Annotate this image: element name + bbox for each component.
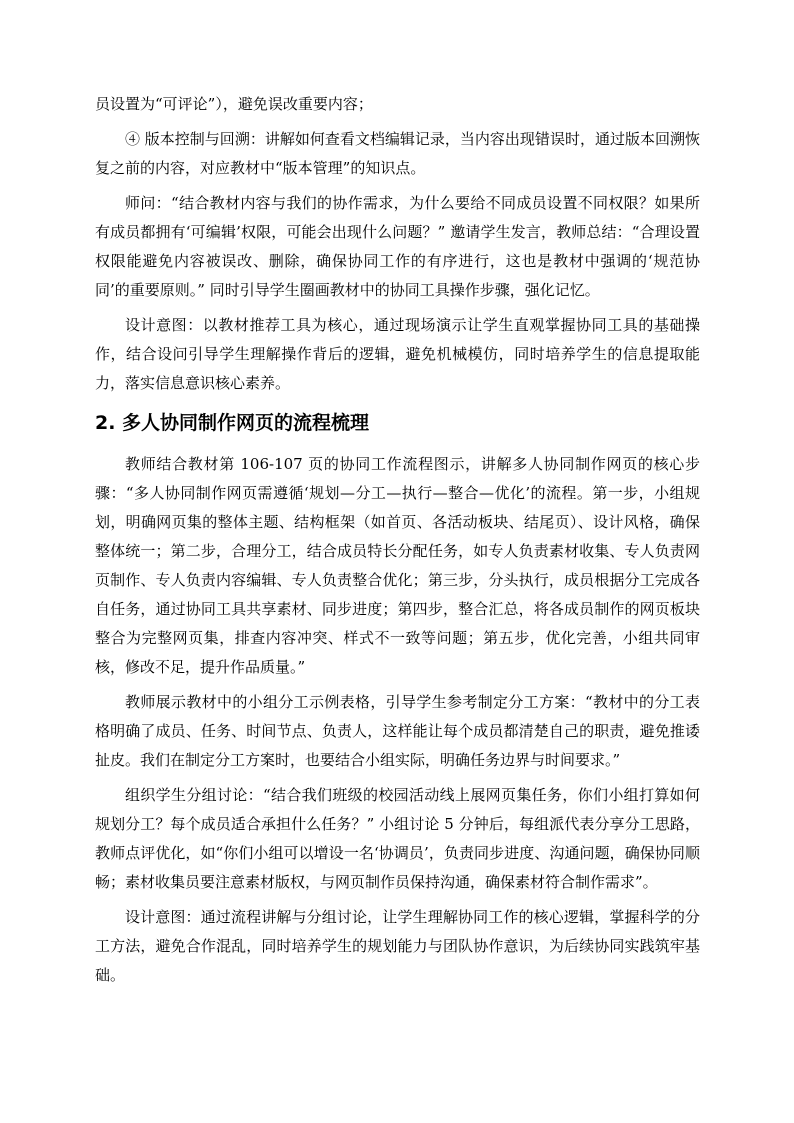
paragraph-design-intent-1: 设计意图：以教材推荐工具为核心，通过现场演示让学生直观掌握协同工具的基础操作，结合设问引导学生理解操作背后的逻辑，避免机械模仿，同时培养学生的信息提取能力，落实信息意识核心素养。 xyxy=(95,316,700,392)
paragraph-permission-continued: 员设置为“可评论”），避免误改重要内容； xyxy=(95,95,373,113)
paragraph-design-intent-2: 设计意图：通过流程讲解与分组讨论，让学生理解协同工作的核心逻辑，掌握科学的分工方法，避免合作混乱，同时培养学生的规划能力与团队协作意识，为后续协同实践筑牢基础。 xyxy=(95,908,700,984)
paragraph-version-control: ④ 版本控制与回溯：讲解如何查看文档编辑记录，当内容出现错误时，通过版本回溯恢复之前的内容，对应教材中“版本管理”的知识点。 xyxy=(95,130,700,177)
document-page xyxy=(95,90,700,996)
section-heading: 2. 多人协同制作网页的流程梳理 xyxy=(95,412,370,434)
paragraph-teacher-question: 师问：“结合教材内容与我们的协作需求，为什么要给不同成员设置不同权限？如果所有成员都拥有‘可编辑’权限，可能会出现什么问题？” 邀请学生发言，教师总结：“合理设置权限能避免内容被误改、删除，确保协同工作的有序进行，这也是教材中强调的‘规范协同’的重要原则。” 同时引导学生圈画教材中的协同工具操作步骤，强化记忆。 xyxy=(95,194,700,299)
paragraph-division-table: 教师展示教材中的小组分工示例表格，引导学生参考制定分工方案：“教材中的分工表格明确了成员、任务、时间节点、负责人，这样能让每个成员都清楚自己的职责，避免推诿扯皮。我们在制定分工方案时，也要结合小组实际，明确任务边界与时间要求。” xyxy=(95,693,700,769)
paragraph-workflow-explanation: 教师结合教材第 106-107 页的协同工作流程图示，讲解多人协同制作网页的核心步骤：“多人协同制作网页需遵循‘规划—分工—执行—整合—优化’的流程。第一步，小组规划，明确网页集的整体主题、结构框架（如首页、各活动板块、结尾页）、设计风格，确保整体统一；第二步，合理分工，结合成员特长分配任务，如专人负责素材收集、专人负责网页制作、专人负责内容编辑、专人负责整合优化；第三步，分头执行，成员根据分工完成各自任务，通过协同工具共享素材、同步进度；第四步，整合汇总，将各成员制作的网页板块整合为完整网页集，排查内容冲突、样式不一致等问题；第五步，优化完善，小组共同审核，修改不足，提升作品质量。” xyxy=(95,455,700,676)
paragraph-group-discussion: 组织学生分组讨论：“结合我们班级的校园活动线上展网页集任务，你们小组打算如何规划分工？每个成员适合承担什么任务？” 小组讨论 5 分钟后，每组派代表分享分工思路，教师点评优化，如“你们小组可以增设一名‘协调员’，负责同步进度、沟通问题，确保协同顺畅；素材收集员要注意素材版权，与网页制作员保持沟通，确保素材符合制作需求”。 xyxy=(95,786,700,891)
